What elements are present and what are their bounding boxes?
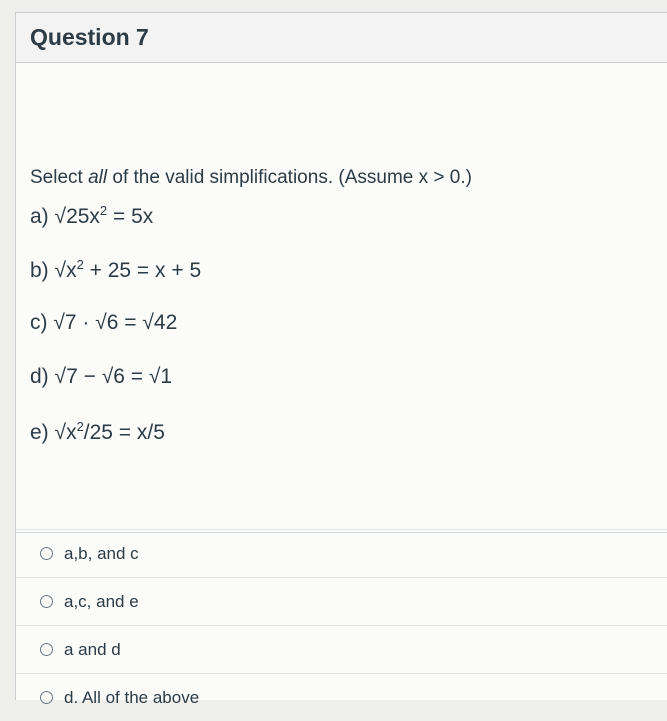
answer-option-3[interactable]: a and d: [16, 625, 667, 673]
option-a: a) $√25x^2 = 5x$: [30, 203, 154, 228]
sqrt-symbol: √: [54, 205, 67, 228]
sqrt-symbol: √: [54, 259, 67, 282]
radio-button[interactable]: [40, 595, 53, 608]
option-e: e) $√x^2/25 = x/5$: [30, 419, 165, 444]
option-d: d) √7 − √6 = √1: [30, 365, 173, 388]
question-card: [15, 12, 667, 707]
radicand: $x^2 + 25$: [66, 257, 132, 282]
answer-option-1[interactable]: a,b, and c: [16, 529, 667, 577]
answer-option-4[interactable]: d. All of the above: [16, 673, 667, 721]
sqrt-symbol: √: [54, 421, 67, 444]
answer-option-2[interactable]: a,c, and e: [16, 577, 667, 625]
question-header: [16, 13, 667, 63]
option-c: c) √7 · √6 = √42: [30, 311, 178, 334]
radio-button[interactable]: [40, 691, 53, 704]
question-prompt: Select all of the valid simplifications. (Assume x > 0.): [30, 167, 472, 188]
radio-button[interactable]: [40, 547, 53, 560]
question-title: Question 7: [30, 24, 149, 50]
radicand: $x^2/25$: [66, 419, 113, 444]
radio-button[interactable]: [40, 643, 53, 656]
option-b: b) $√x^2 + 25 = x + 5$: [30, 257, 202, 282]
radicand: $25x^2$: [66, 203, 108, 228]
